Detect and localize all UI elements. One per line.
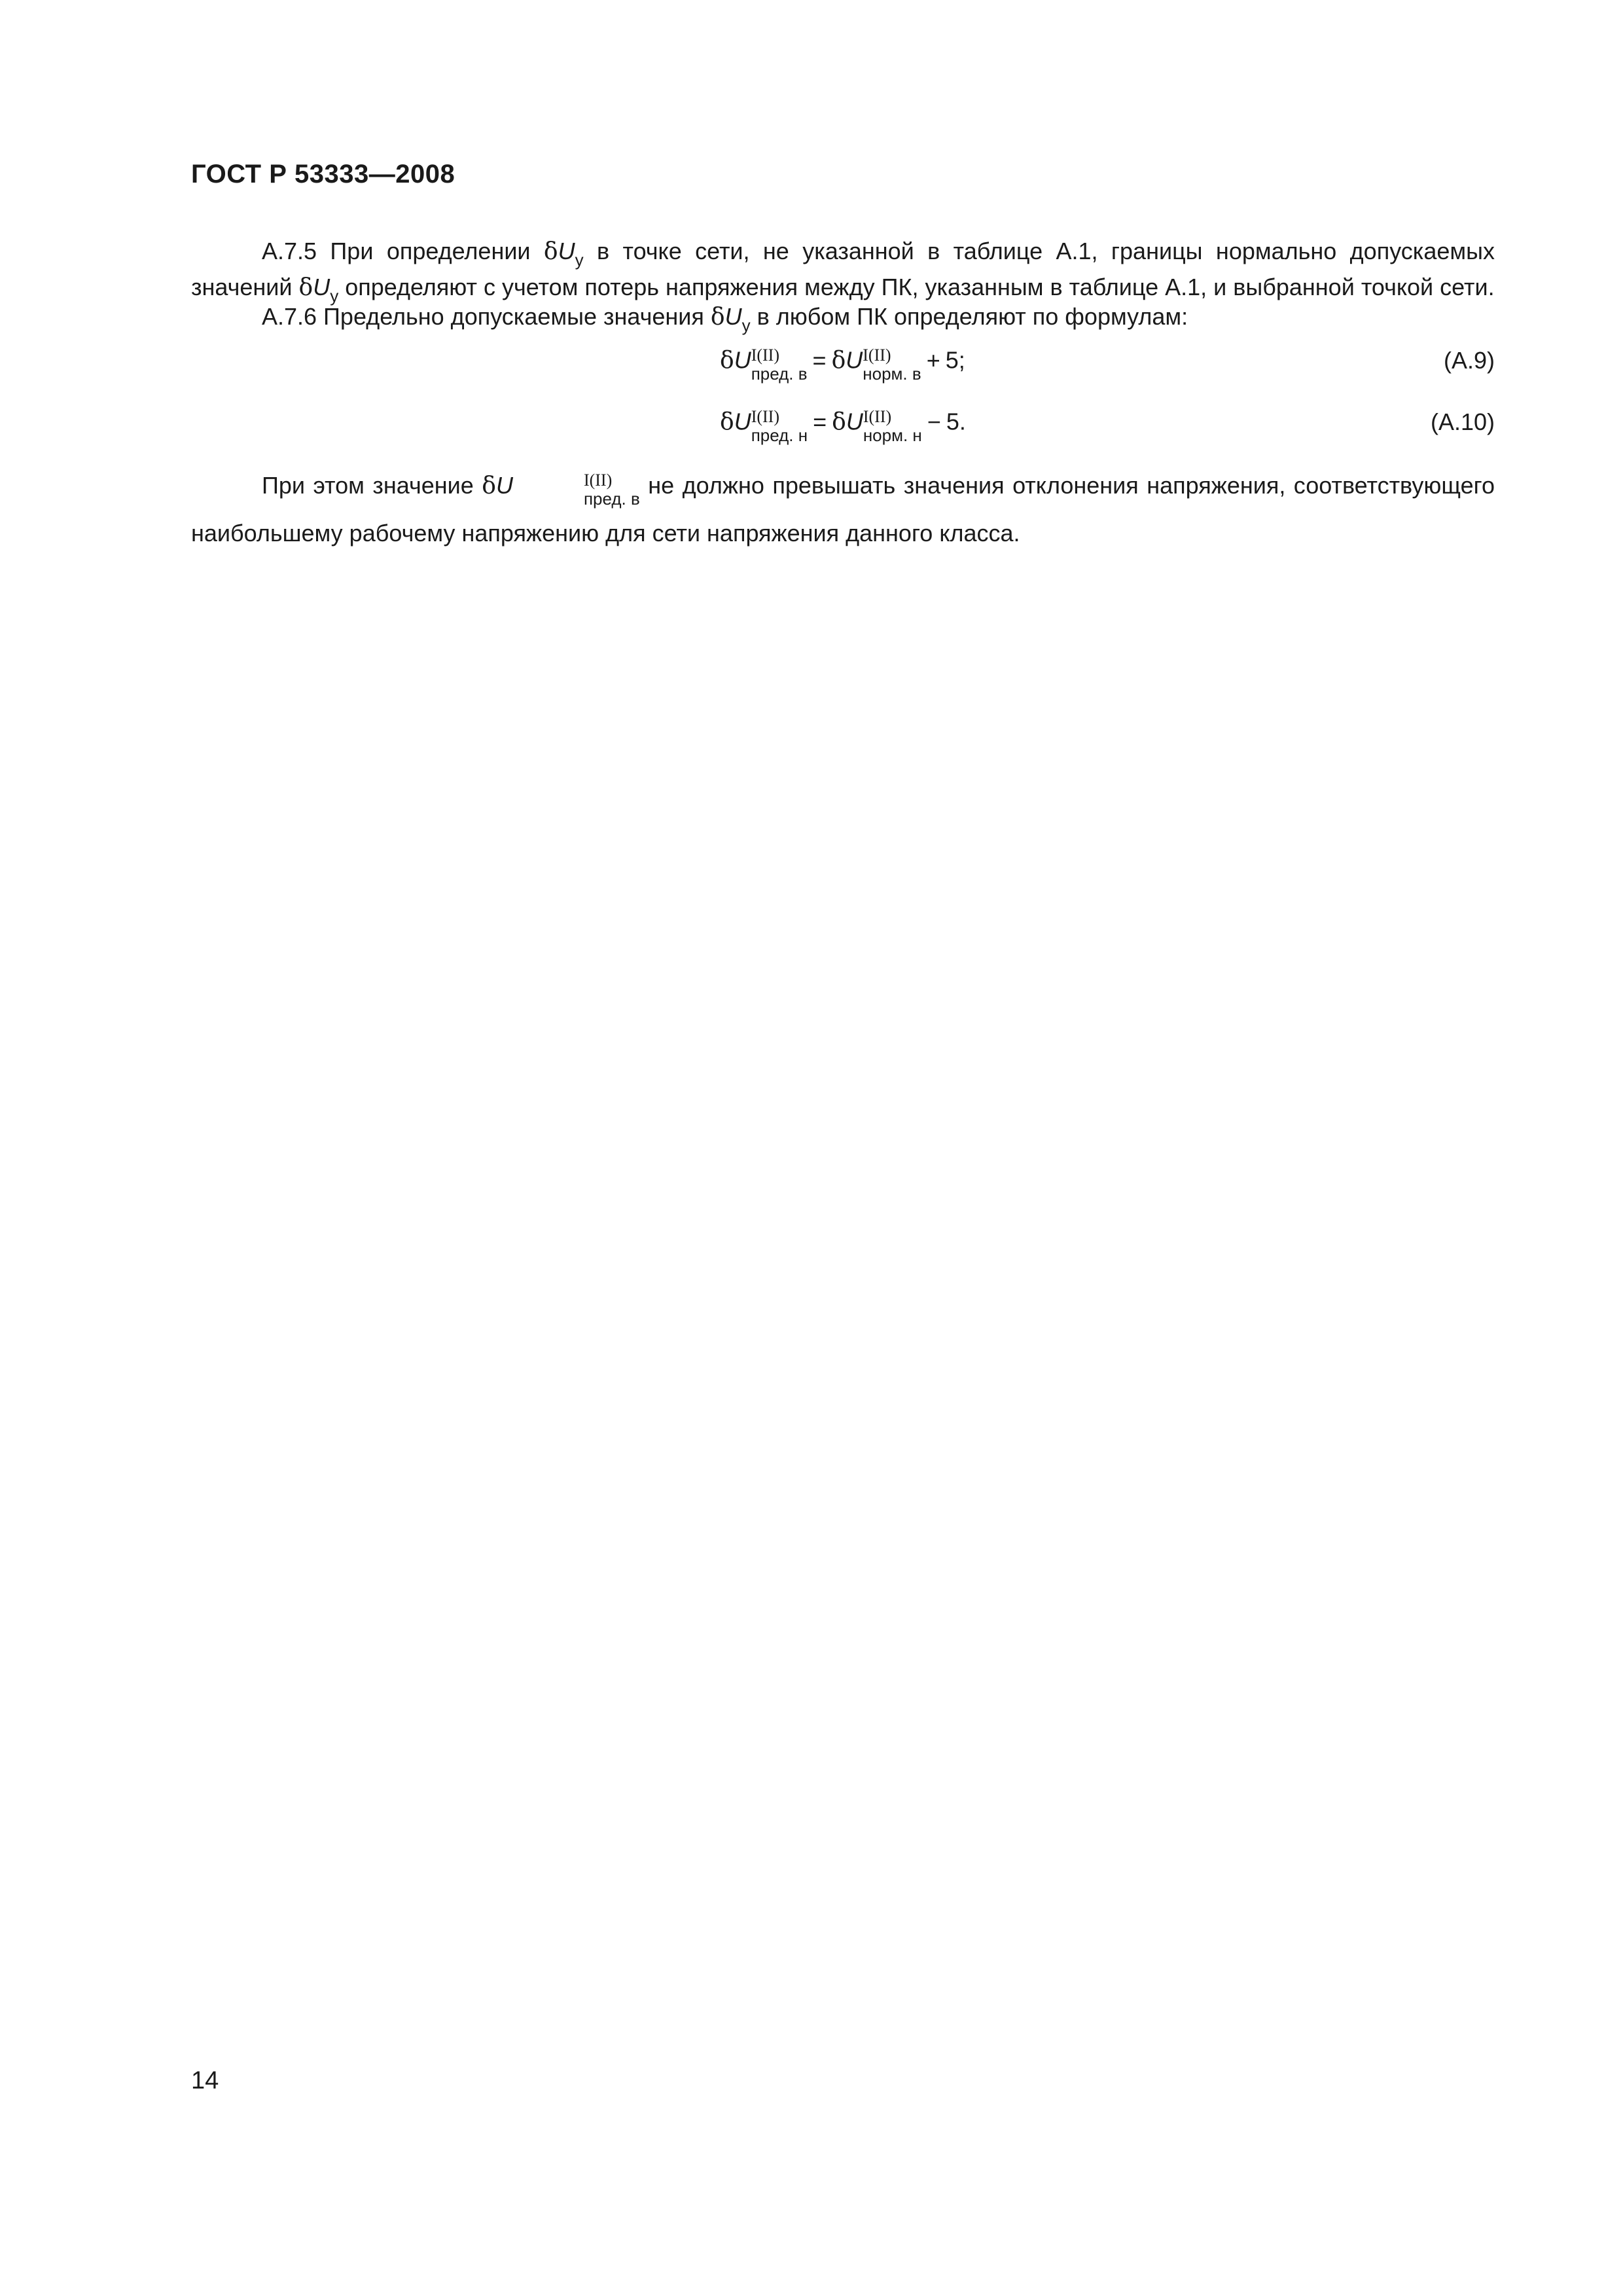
superscript: I(II) — [863, 346, 891, 365]
paragraph-text: определяют с учетом потерь напряжения между ПК, указанным в таблице А.1, и выбранной точкой сети. — [338, 274, 1495, 300]
formula-end: ; — [958, 346, 965, 374]
subscript: пред. в — [751, 364, 808, 384]
subscript: пред. н — [751, 425, 808, 445]
voltage-symbol: U — [846, 408, 863, 435]
equals-sign: = — [812, 346, 827, 374]
paragraph-a-7-5 — [191, 234, 1495, 306]
index-stack — [863, 347, 921, 382]
superscript: I(II) — [863, 407, 892, 426]
index-stack — [751, 347, 808, 382]
subscript: у — [741, 315, 751, 335]
subscript: норм. в — [863, 364, 921, 384]
index-stack — [751, 408, 808, 444]
paragraph-text: в точке сети, не указанной в таблице А.1, границы нормально допускаемых значений — [191, 238, 1495, 300]
delta-symbol: δ — [831, 347, 846, 374]
delta-symbol: δ — [720, 408, 734, 436]
paragraph-note — [191, 462, 1495, 557]
paragraph-text: в любом ПК определяют по формулам: — [750, 303, 1188, 330]
superscript: I(II) — [751, 346, 779, 365]
equals-sign: = — [813, 408, 827, 435]
formula-a-10 — [720, 406, 966, 445]
paragraph-text: При этом значение — [262, 472, 482, 499]
voltage-symbol: U — [724, 303, 742, 330]
paragraph-a-7-6 — [262, 300, 1495, 336]
index-stack — [513, 472, 640, 507]
subscript: пред. в — [583, 489, 640, 509]
constant: 5 — [946, 408, 959, 435]
equation-number: (А.9) — [1443, 347, 1495, 374]
delta-symbol: δ — [482, 473, 496, 499]
voltage-symbol: U — [313, 274, 330, 300]
voltage-symbol: U — [495, 472, 513, 499]
voltage-symbol: U — [734, 408, 751, 435]
paragraph-text: не должно превышать значения отклонения напряжения, соответствующего наибольшему рабочему напряжению для сети напряжения данного класса. — [191, 472, 1495, 547]
voltage-symbol: U — [558, 238, 575, 264]
superscript: I(II) — [583, 471, 613, 490]
voltage-symbol: U — [734, 346, 751, 374]
paragraph-text: А.7.6 Предельно допускаемые значения — [262, 303, 711, 330]
paragraph-text: А.7.5 При определении — [262, 238, 544, 264]
formula-end: . — [959, 408, 966, 435]
subscript: норм. н — [863, 425, 922, 445]
delta-symbol: δ — [720, 347, 734, 374]
subscript: у — [575, 250, 584, 270]
delta-symbol: δ — [710, 304, 725, 331]
document-header: ГОСТ Р 53333—2008 — [191, 160, 455, 188]
delta-symbol: δ — [298, 274, 313, 301]
formula-a-9 — [720, 344, 965, 384]
operator: − — [927, 408, 941, 435]
superscript: I(II) — [751, 407, 779, 426]
index-stack — [863, 408, 922, 444]
equation-number: (А.10) — [1430, 408, 1495, 435]
constant: 5 — [945, 346, 959, 374]
subscript: у — [330, 286, 339, 306]
delta-symbol: δ — [832, 408, 846, 436]
voltage-symbol: U — [846, 346, 863, 374]
page-number: 14 — [191, 2067, 219, 2094]
delta-symbol: δ — [543, 238, 558, 265]
operator: + — [926, 346, 940, 374]
